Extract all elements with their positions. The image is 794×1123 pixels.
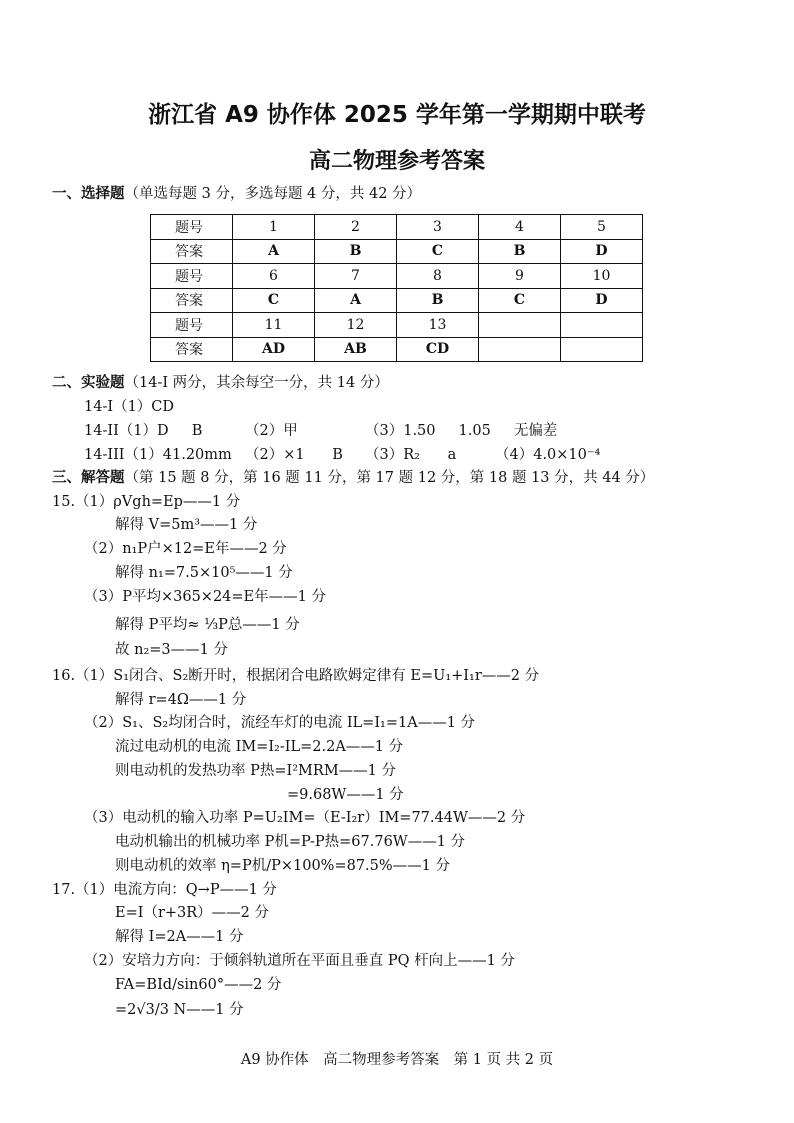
solution-line: 解得 n₁=7.5×10⁵——1 分 xyxy=(115,565,293,581)
row-label-cell: 答案 xyxy=(151,288,233,313)
solution-line: （3）电动机的输入功率 P=U₂IM=（E-I₂r）IM=77.44W——2 分 xyxy=(84,810,526,826)
answer-cell xyxy=(561,337,643,362)
solution-line: 16.（1）S₁闭合、S₂断开时，根据闭合电路欧姆定律有 E=U₁+I₁r——2 分 xyxy=(52,668,540,684)
answer-cell: C xyxy=(479,288,561,313)
answer-cell: CD xyxy=(397,337,479,362)
document-title: 浙江省 A9 协作体 2025 学年第一学期期中联考 xyxy=(148,102,646,128)
exp-line-14-3-d: （4）4.0×10⁻⁴ xyxy=(495,447,601,463)
answer-cell: D xyxy=(561,288,643,313)
section3-heading: 三、解答题 xyxy=(52,470,125,486)
question-number-cell: 13 xyxy=(397,313,479,338)
solution-line: 则电动机的效率 η=P机/P×100%=87.5%——1 分 xyxy=(115,858,450,874)
answer-cell: D xyxy=(561,239,643,264)
answer-cell: A xyxy=(233,239,315,264)
question-number-cell xyxy=(561,313,643,338)
question-number-cell: 5 xyxy=(561,215,643,240)
solution-line: =2√3/3 N——1 分 xyxy=(115,1002,244,1018)
page-footer: A9 协作体 高二物理参考答案 第 1 页 共 2 页 xyxy=(240,1052,554,1068)
table-row xyxy=(151,313,643,338)
solution-line: 解得 P平均≈ ⅓P总——1 分 xyxy=(115,617,300,633)
section1-note: （单选每题 3 分，多选每题 4 分，共 42 分） xyxy=(124,186,422,202)
row-label-cell: 题号 xyxy=(151,264,233,289)
exp-line-14-2-a: 14-II（1）D B xyxy=(84,423,203,439)
solution-line: FA=BId/sin60°——2 分 xyxy=(115,977,282,993)
answer-cell: C xyxy=(233,288,315,313)
answer-cell: B xyxy=(479,239,561,264)
table-row xyxy=(151,215,643,240)
section1-heading: 一、选择题 xyxy=(52,186,125,202)
question-number-cell: 2 xyxy=(315,215,397,240)
section2-header xyxy=(52,373,389,393)
section2-heading: 二、实验题 xyxy=(52,375,125,391)
answer-table xyxy=(150,214,643,362)
answer-cell: AD xyxy=(233,337,315,362)
exp-line-14-3-b: （2）×1 B xyxy=(245,447,343,463)
answer-cell: C xyxy=(397,239,479,264)
table-row xyxy=(151,239,643,264)
question-number-cell: 3 xyxy=(397,215,479,240)
solution-line: 17.（1）电流方向：Q→P——1 分 xyxy=(52,882,277,898)
section2-note: （14-I 两分，其余每空一分，共 14 分） xyxy=(124,375,389,391)
question-number-cell: 1 xyxy=(233,215,315,240)
answer-cell xyxy=(479,337,561,362)
answer-cell: A xyxy=(315,288,397,313)
question-number-cell xyxy=(479,313,561,338)
solution-line: （2）S₁、S₂均闭合时，流经车灯的电流 IL=I₁=1A——1 分 xyxy=(84,715,476,731)
solution-line: （2）n₁P户×12=E年——2 分 xyxy=(84,541,287,557)
solution-line: 15.（1）ρVgh=Ep——1 分 xyxy=(52,494,241,510)
table-row xyxy=(151,288,643,313)
answer-cell: B xyxy=(397,288,479,313)
row-label-cell: 答案 xyxy=(151,239,233,264)
question-number-cell: 11 xyxy=(233,313,315,338)
exp-line-14-2-c: （3）1.50 1.05 无偏差 xyxy=(365,423,558,439)
question-number-cell: 12 xyxy=(315,313,397,338)
section3-note: （第 15 题 8 分，第 16 题 11 分，第 17 题 12 分，第 18 题 13 分，共 44 分） xyxy=(124,470,655,486)
document-subtitle: 高二物理参考答案 xyxy=(308,149,485,174)
answer-cell: AB xyxy=(315,337,397,362)
solution-line: 故 n₂=3——1 分 xyxy=(115,642,228,658)
solution-line: 解得 V=5m³——1 分 xyxy=(115,517,258,533)
question-number-cell: 8 xyxy=(397,264,479,289)
exp-line-14-1: 14-I（1）CD xyxy=(84,399,175,415)
exp-line-14-2-b: （2）甲 xyxy=(245,423,298,439)
section3-header xyxy=(52,468,654,488)
solution-line: （2）安培力方向：于倾斜轨道所在平面且垂直 PQ 杆向上——1 分 xyxy=(84,953,515,969)
solution-line: 电动机输出的机械功率 P机=P-P热=67.76W——1 分 xyxy=(115,834,466,850)
solution-line: 则电动机的发热功率 P热=I²MRM——1 分 xyxy=(115,763,397,779)
row-label-cell: 题号 xyxy=(151,215,233,240)
question-number-cell: 9 xyxy=(479,264,561,289)
answer-cell: B xyxy=(315,239,397,264)
section1-header xyxy=(52,184,421,204)
table-row xyxy=(151,337,643,362)
solution-line: 流过电动机的电流 IM=I₂-IL=2.2A——1 分 xyxy=(115,739,404,755)
row-label-cell: 答案 xyxy=(151,337,233,362)
solution-line: =9.68W——1 分 xyxy=(287,787,404,803)
solution-line: 解得 I=2A——1 分 xyxy=(115,929,244,945)
table-row xyxy=(151,264,643,289)
question-number-cell: 4 xyxy=(479,215,561,240)
exp-line-14-3-c: （3）R₂ a xyxy=(365,447,457,463)
exp-line-14-3-a: 14-III（1）41.20mm xyxy=(84,447,232,463)
solution-line: 解得 r=4Ω——1 分 xyxy=(115,692,247,708)
row-label-cell: 题号 xyxy=(151,313,233,338)
question-number-cell: 7 xyxy=(315,264,397,289)
question-number-cell: 6 xyxy=(233,264,315,289)
solution-line: E=I（r+3R）——2 分 xyxy=(115,905,270,921)
question-number-cell: 10 xyxy=(561,264,643,289)
solution-line: （3）P平均×365×24=E年——1 分 xyxy=(84,589,326,605)
